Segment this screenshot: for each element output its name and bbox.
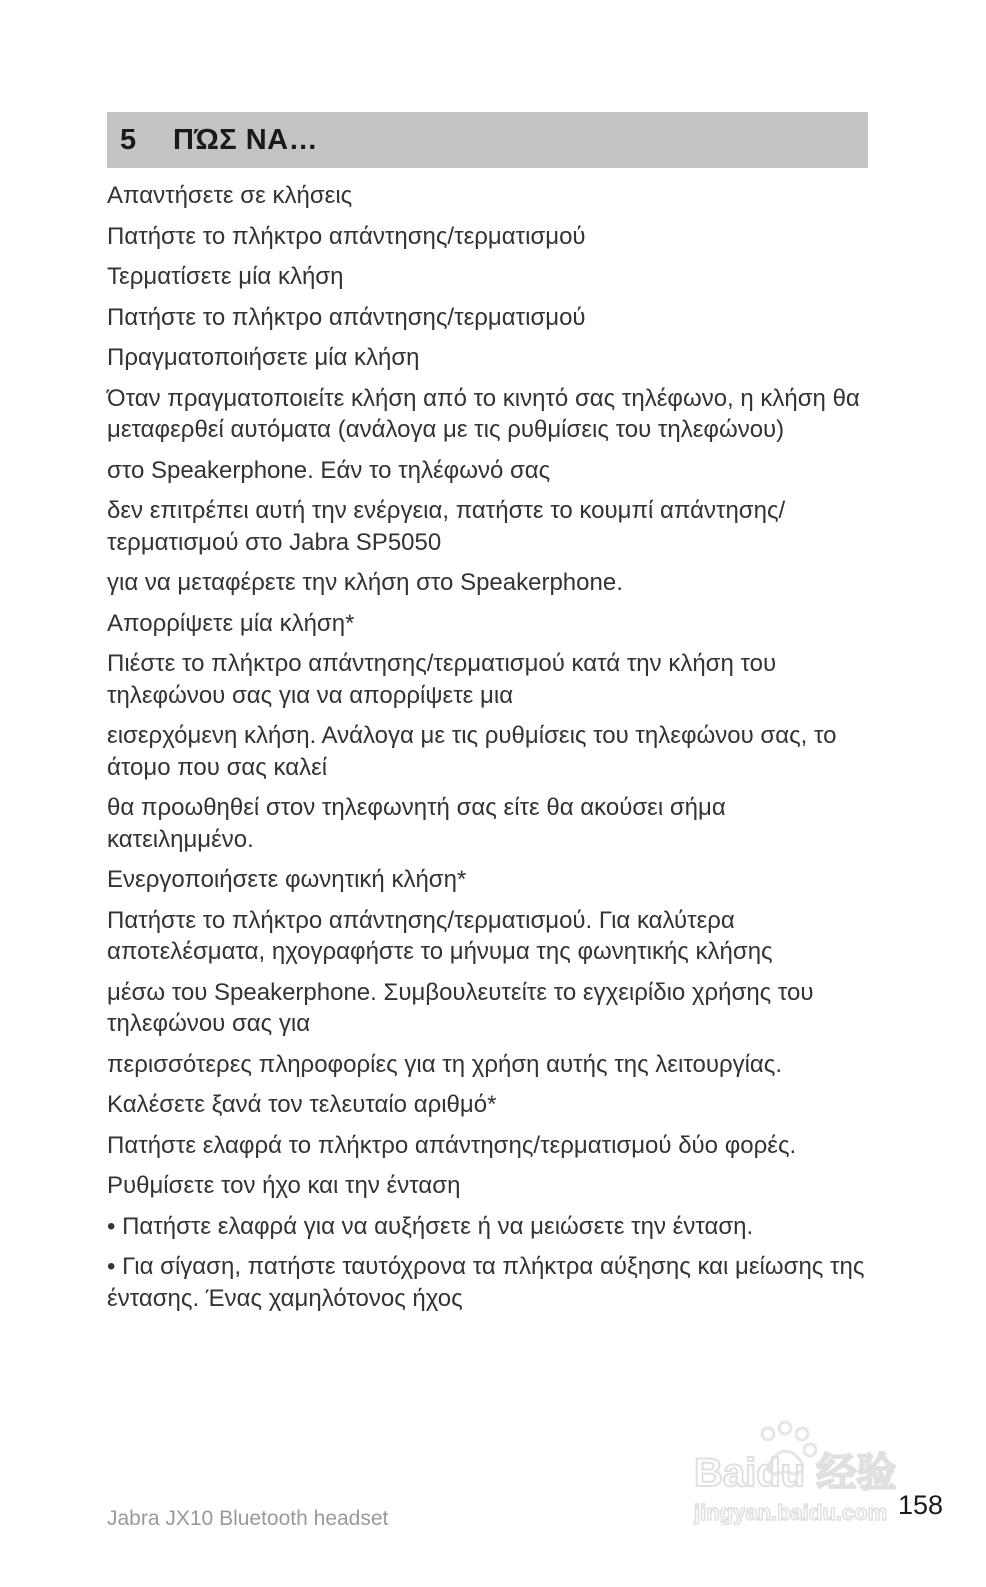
chapter-heading <box>107 112 868 168</box>
paragraph: περισσότερες πληροφορίες για τη χρήση αυτής της λειτουργίας. <box>107 1050 783 1078</box>
paragraph: για να μεταφέρετε την κλήση στο Speakerphone. <box>107 569 623 596</box>
paragraph: στο Speakerphone. Εάν το τηλέφωνό σας <box>107 456 551 484</box>
paragraph: Πραγματοποιήσετε μία κλήση <box>107 344 420 371</box>
paragraph: εισερχόμενη κλήση. Ανάλογα με τις ρυθμίσεις του τηλεφώνου σας, το άτομο που σας καλεί <box>107 722 837 781</box>
watermark-brand: Baidu 经验 <box>694 1451 897 1495</box>
paragraph: θα προωθηθεί στον τηλεφωνητή σας είτε θα ακούσει σήμα κατειλημμένο. <box>107 794 726 853</box>
footer-product: Jabra JX10 Bluetooth headset <box>107 1507 389 1530</box>
paragraph: Ρυθμίσετε τον ήχο και την ένταση <box>107 1172 461 1199</box>
paragraph: Τερματίσετε μία κλήση <box>107 263 344 290</box>
paragraph: • Για σίγαση, πατήστε ταυτόχρονα τα πλήκτρα αύξησης και μείωσης της έντασης. Ένας χαμηλότονος ήχος <box>107 1253 865 1312</box>
paragraph: Απορρίψετε μία κλήση* <box>107 609 355 637</box>
paragraph: Πατήστε το πλήκτρο απάντησης/τερματισμού <box>107 303 586 331</box>
watermark-url: jingyan.baidu.com <box>694 1500 888 1525</box>
paragraph: μέσω του Speakerphone. Συμβουλευτείτε το εγχειρίδιο χρήσης του τηλεφώνου σας για <box>107 978 814 1037</box>
paragraph: Πατήστε το πλήκτρο απάντησης/τερματισμού <box>107 222 586 250</box>
paragraph: Ενεργοποιήσετε φωνητική κλήση* <box>107 866 467 893</box>
paragraph: Καλέσετε ξανά τον τελευταίο αριθμό* <box>107 1091 497 1118</box>
paragraph: Πατήστε ελαφρά το πλήκτρο απάντησης/τερματισμού δύο φορές. <box>107 1131 797 1159</box>
paragraph: δεν επιτρέπει αυτή την ενέργεια, πατήστε το κουμπί απάντησης/ τερματισμού στο Jabra SP5050 <box>107 497 786 556</box>
baidu-watermark <box>690 1420 920 1535</box>
chapter-title: ΠΏΣ ΝΑ… <box>173 123 319 156</box>
body-text <box>107 180 872 1323</box>
paragraph: Όταν πραγματοποιείτε κλήση από το κινητό σας τηλέφωνο, η κλήση θα μεταφερθεί αυτόματα (ανάλογα με τις ρυθμίσεις του τηλεφώνου) <box>107 384 860 443</box>
chapter-number: 5 <box>120 123 137 156</box>
page-number: 158 <box>898 1490 944 1520</box>
paragraph: Πατήστε το πλήκτρο απάντησης/τερματισμού. Για καλύτερα αποτελέσματα, ηχογραφήστε το μήνυμα της φωνητικής κλήσης <box>107 906 773 965</box>
paragraph: • Πατήστε ελαφρά για να αυξήσετε ή να μειώσετε την ένταση. <box>107 1212 754 1240</box>
paragraph: Απαντήσετε σε κλήσεις <box>107 182 353 209</box>
paragraph: Πιέστε το πλήκτρο απάντησης/τερματισμού κατά την κλήση του τηλεφώνου σας για να απορρίψετε μια <box>107 650 777 709</box>
